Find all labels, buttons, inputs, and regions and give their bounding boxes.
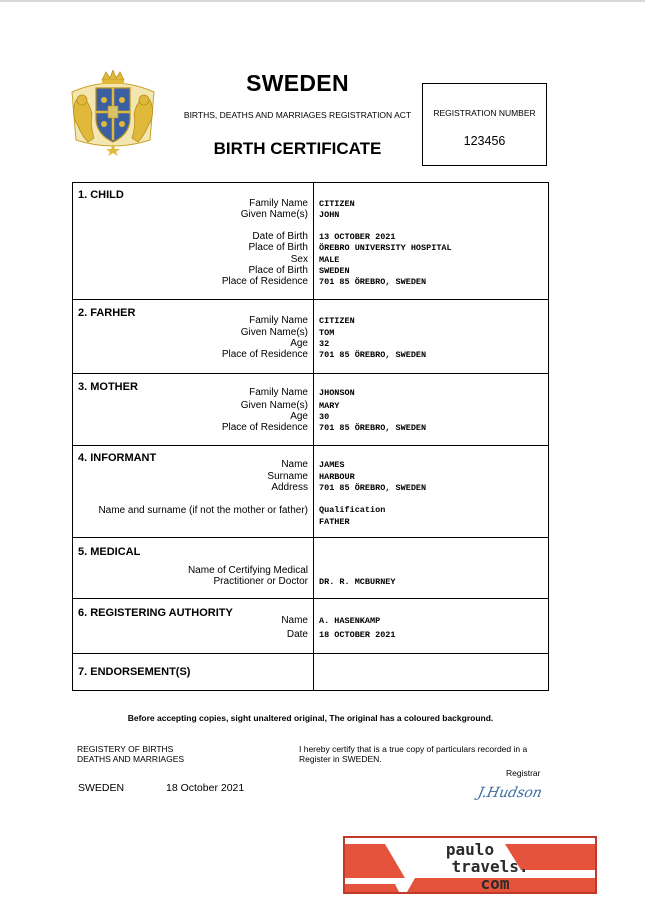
certify-line-1: I hereby certify that is a true copy of particulars recorded in a [299, 744, 528, 754]
registration-number-box [422, 83, 547, 166]
field-label: Family Name [249, 315, 308, 326]
registrar-signature: J.Hudson [476, 785, 544, 801]
section-title: 5. MEDICAL [78, 546, 141, 558]
field-label: Name of Certifying Medical [187, 565, 308, 576]
registrar-label: Registrar [506, 768, 541, 778]
section-mother [72, 373, 549, 445]
mother-family-name: JHONSON [319, 388, 355, 398]
watermark-line: travels. [451, 857, 529, 876]
registry-line-2: DEATHS AND MARRIAGES [77, 754, 185, 764]
field-label: Practitioner or Doctor [213, 576, 308, 587]
field-label: Given Name(s) [240, 400, 308, 411]
medical-practitioner: DR. R. MCBURNEY [319, 577, 396, 587]
child-given-names: JOHN [319, 210, 340, 220]
field-label: Name [281, 615, 308, 626]
watermark-line: com [480, 874, 510, 893]
field-label: Address [271, 482, 308, 493]
father-given-names: TOM [319, 328, 335, 338]
child-residence: 701 85 ÖREBRO, SWEDEN [319, 277, 427, 287]
mother-given-names: MARY [319, 401, 340, 411]
field-label: Given Name(s) [240, 327, 308, 338]
footer-place: SWEDEN [78, 782, 125, 794]
field-label: Date of Birth [252, 231, 308, 242]
informant-qualification: FATHER [319, 517, 350, 527]
section-title: 6. REGISTERING AUTHORITY [78, 607, 233, 619]
field-label: Surname [267, 471, 308, 482]
certificate-title: BIRTH CERTIFICATE [213, 139, 382, 158]
child-sex: MALE [319, 255, 340, 265]
section-title: 1. CHILD [78, 189, 124, 201]
child-date-of-birth: 13 OCTOBER 2021 [319, 232, 396, 242]
certify-line-2: Register in SWEDEN. [299, 754, 382, 764]
country-title: SWEDEN [246, 70, 349, 96]
father-residence: 701 85 ÖREBRO, SWEDEN [319, 350, 427, 360]
field-label: Given Name(s) [240, 209, 308, 220]
father-family-name: CITIZEN [319, 316, 355, 326]
field-label: Sex [290, 254, 308, 265]
informant-name: JAMES [319, 460, 345, 470]
informant-qualification-label: Qualification [319, 505, 386, 515]
authority-date: 18 OCTOBER 2021 [319, 630, 396, 640]
field-label: Place of Birth [248, 242, 308, 253]
field-label: Name and surname (if not the mother or father) [98, 505, 308, 516]
original-notice: Before accepting copies, sight unaltered original, The original has a coloured background. [127, 713, 494, 723]
watermark-line: paulo [445, 840, 495, 859]
paulo-travels-watermark [343, 836, 597, 894]
registry-line-1: REGISTERY OF BIRTHS [77, 744, 174, 754]
section-medical [72, 537, 549, 598]
section-title: 3. MOTHER [78, 381, 138, 393]
section-title: 4. INFORMANT [78, 452, 157, 464]
section-endorsement [72, 653, 549, 691]
field-label: Date [286, 629, 308, 640]
registration-act: BIRTHS, DEATHS AND MARRIAGES REGISTRATION ACT [183, 110, 412, 120]
child-family-name: CITIZEN [319, 199, 355, 209]
field-label: Place of Residence [221, 276, 308, 287]
section-child [72, 182, 549, 299]
field-label: Age [290, 411, 308, 422]
section-father [72, 299, 549, 373]
top-border-line [0, 0, 645, 2]
field-label: Family Name [249, 387, 308, 398]
section-title: 2. FARHER [78, 307, 136, 319]
mother-residence: 701 85 ÖREBRO, SWEDEN [319, 423, 427, 433]
section-informant [72, 445, 549, 537]
field-label: Place of Residence [221, 422, 308, 433]
informant-address: 701 85 ÖREBRO, SWEDEN [319, 483, 427, 493]
authority-name: A. HASENKAMP [319, 616, 381, 626]
field-label: Age [290, 338, 308, 349]
field-label: Place of Birth [248, 265, 308, 276]
informant-surname: HARBOUR [319, 472, 355, 482]
child-country-of-birth: SWEDEN [319, 266, 350, 276]
mother-age: 30 [319, 412, 330, 422]
registration-number: 123456 [463, 134, 506, 148]
field-label: Family Name [249, 198, 308, 209]
coat-of-arms-icon [66, 70, 160, 156]
footer-date: 18 October 2021 [166, 782, 245, 794]
registration-number-label: REGISTRATION NUMBER [433, 108, 536, 118]
father-age: 32 [319, 339, 330, 349]
watermark-text [345, 841, 595, 892]
section-registering-authority [72, 598, 549, 653]
child-place-of-birth: ÖREBRO UNIVERSITY HOSPITAL [319, 243, 452, 253]
field-label: Place of Residence [221, 349, 308, 360]
section-title: 7. ENDORSEMENT(S) [78, 666, 191, 678]
field-label: Name [281, 459, 308, 470]
